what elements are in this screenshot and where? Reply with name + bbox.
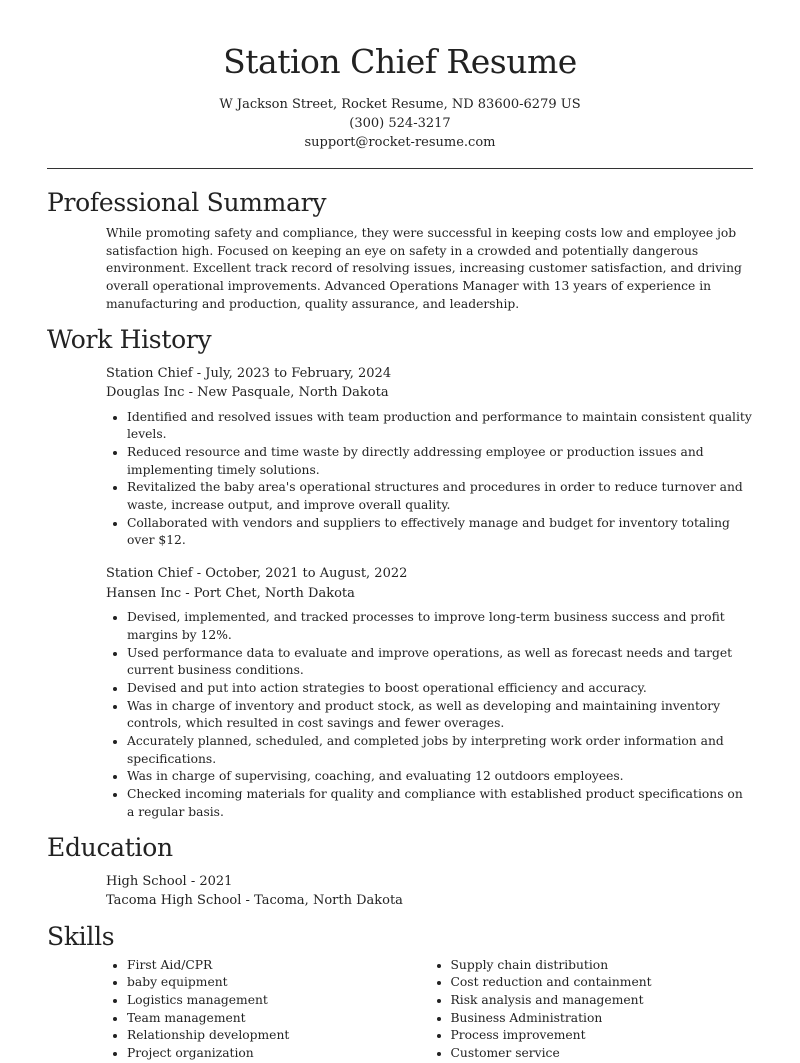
divider	[47, 168, 753, 169]
education-school: Tacoma High School - Tacoma, North Dakota	[106, 893, 403, 909]
job-entry	[106, 364, 753, 551]
skills-section	[47, 921, 753, 1063]
education-section	[47, 832, 753, 911]
job-entry	[106, 564, 753, 821]
skill-item: • First Aid/CPR	[127, 957, 430, 975]
education-degree: High School - 2021	[106, 873, 233, 889]
job-title: Station Chief - July, 2023 to February, 2024	[106, 365, 392, 381]
summary-heading: Professional Summary	[47, 188, 327, 217]
phone: (300) 524-3217	[349, 116, 451, 131]
job-bullets	[106, 609, 753, 821]
skill-item: • baby equipment	[127, 974, 430, 992]
job-bullet: • Revitalized the baby area's operational structures and procedures in order to reduce turnover and waste, increase output, and improve overall quality.	[127, 479, 753, 514]
job-bullet: • Reduced resource and time waste by directly addressing employee or production issues and implementing timely solutions.	[127, 444, 753, 479]
skill-item: • Process improvement	[451, 1027, 754, 1045]
job-bullet: • Devised, implemented, and tracked processes to improve long-term business success and profit margins by 12%.	[127, 609, 753, 644]
job-bullet: • Accurately planned, scheduled, and completed jobs by interpreting work order information and specifications.	[127, 733, 753, 768]
job-title: Station Chief - October, 2021 to August, 2022	[106, 566, 408, 582]
skill-item: • Relationship development	[127, 1027, 430, 1045]
contact-info	[47, 95, 753, 152]
job-bullets	[106, 409, 753, 551]
skill-item: • Risk analysis and management	[451, 992, 754, 1010]
job-bullet: • Was in charge of supervising, coaching, and evaluating 12 outdoors employees.	[127, 768, 753, 786]
email: support@rocket-resume.com	[304, 135, 496, 150]
skill-item: • Project organization	[127, 1045, 430, 1063]
skill-item: • Business Administration	[451, 1010, 754, 1028]
job-company: Douglas Inc - New Pasquale, North Dakota	[106, 385, 389, 401]
education-heading: Education	[47, 832, 173, 862]
work-history-section	[47, 324, 753, 822]
job-bullet: • Devised and put into action strategies to boost operational efficiency and accuracy.	[127, 680, 753, 698]
work-heading: Work History	[47, 324, 212, 354]
skill-item: • Supply chain distribution	[451, 957, 754, 975]
skills-list-left	[106, 957, 430, 1063]
skills-heading: Skills	[47, 921, 115, 951]
summary-section	[47, 187, 753, 314]
job-bullet: • Identified and resolved issues with team production and performance to maintain consistent quality levels.	[127, 409, 753, 444]
job-bullet: • Checked incoming materials for quality and compliance with established product specifications on a regular basis.	[127, 786, 753, 821]
skill-item: • Cost reduction and containment	[451, 974, 754, 992]
skills-list-right	[430, 957, 754, 1063]
summary-text: While promoting safety and compliance, they were successful in keeping costs low and employee job satisfaction high. Focused on keeping an eye on safety in a crowded and potentially dangerous environment. Excellent track record of resolving issues, increasing customer satisfaction, and driving overall operational improvements. Advanced Operations Manager with 13 years of experience in manufacturing and production, quality assurance, and leadership.	[106, 226, 742, 311]
skill-item: • Customer service	[451, 1045, 754, 1063]
job-bullet: • Was in charge of inventory and product stock, as well as developing and maintaining inventory controls, which resulted in cost savings and fewer overages.	[127, 698, 753, 733]
address: W Jackson Street, Rocket Resume, ND 83600-6279 US	[219, 97, 581, 112]
resume-title: Station Chief Resume	[223, 42, 577, 81]
skill-item: • Team management	[127, 1010, 430, 1028]
skill-item: • Logistics management	[127, 992, 430, 1010]
job-company: Hansen Inc - Port Chet, North Dakota	[106, 585, 355, 601]
job-bullet: • Used performance data to evaluate and improve operations, as well as forecast needs and target current business conditions.	[127, 645, 753, 680]
job-bullet: • Collaborated with vendors and suppliers to effectively manage and budget for inventory totaling over $12.	[127, 515, 753, 550]
